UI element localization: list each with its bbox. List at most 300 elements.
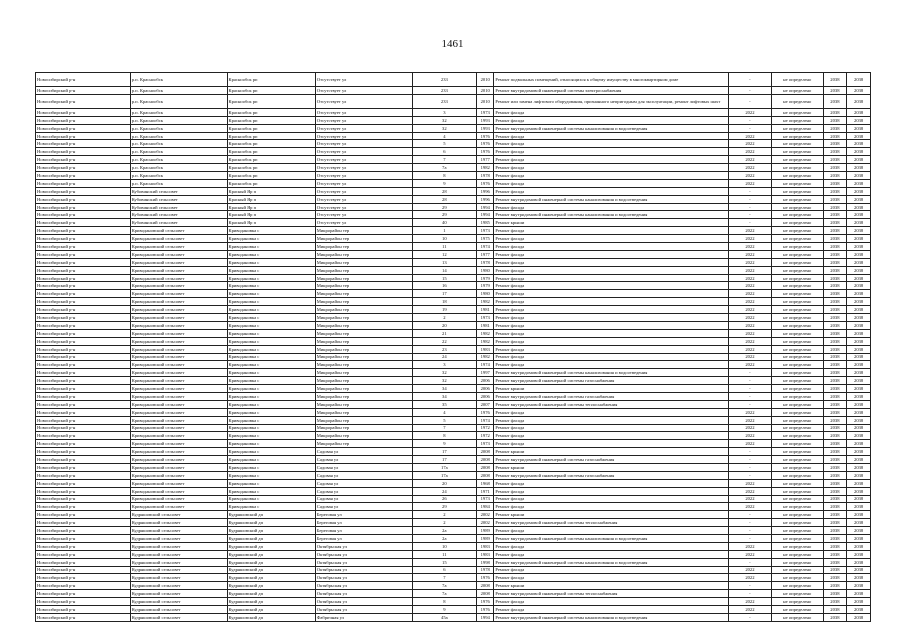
- house-cell: 16: [412, 282, 477, 290]
- street-cell: Микрорайон тер: [315, 306, 412, 314]
- work-type-cell: Ремонт крыши: [494, 463, 729, 471]
- settlement-cell: Кудряшовский сельсовет: [130, 606, 227, 614]
- year-cell: 1976: [477, 408, 494, 416]
- table-row: [36, 116, 871, 124]
- planned-year-cell: 2022: [728, 503, 771, 511]
- district-cell: Новосибирский р-н: [36, 164, 131, 172]
- year-cell: 1979: [477, 282, 494, 290]
- district-cell: Новосибирский р-н: [36, 456, 131, 464]
- street-cell: Микрорайон тер: [315, 235, 412, 243]
- locality-cell: Криводановка с: [227, 487, 315, 495]
- work-type-cell: Ремонт фасада: [494, 337, 729, 345]
- district-cell: Новосибирский р-н: [36, 87, 131, 95]
- work-type-cell: Ремонт фасада: [494, 203, 729, 211]
- work-type-cell: Ремонт внутридомовой инженерной системы канализования и водоотведения: [494, 195, 729, 203]
- house-cell: 8: [412, 432, 477, 440]
- year-cell: 1973: [477, 440, 494, 448]
- work-type-cell: Ремонт фасада: [494, 235, 729, 243]
- period-end-cell: 2038: [847, 606, 871, 614]
- status-cell: не определено: [771, 377, 823, 385]
- status-cell: не определено: [771, 345, 823, 353]
- work-type-cell: Ремонт фасада: [494, 487, 729, 495]
- locality-cell: Криводановка с: [227, 385, 315, 393]
- work-type-cell: Ремонт фасада: [494, 266, 729, 274]
- house-cell: 5: [412, 140, 477, 148]
- year-cell: 1980: [477, 290, 494, 298]
- table-row: [36, 132, 871, 140]
- planned-year-cell: -: [728, 558, 771, 566]
- period-start-cell: 2038: [823, 424, 847, 432]
- street-cell: Отсутствует ул: [315, 203, 412, 211]
- status-cell: не определено: [771, 471, 823, 479]
- settlement-cell: Кудряшовский сельсовет: [130, 542, 227, 550]
- district-cell: Новосибирский р-н: [36, 574, 131, 582]
- planned-year-cell: -: [728, 400, 771, 408]
- period-end-cell: 2038: [847, 73, 871, 87]
- year-cell: 1974: [477, 416, 494, 424]
- locality-cell: Краснообск рп: [227, 94, 315, 108]
- house-cell: 2а: [412, 527, 477, 535]
- work-type-cell: Ремонт внутридомовой инженерной системы канализования и водоотведения: [494, 211, 729, 219]
- settlement-cell: Криводановский сельсовет: [130, 250, 227, 258]
- table-row: [36, 606, 871, 614]
- period-end-cell: 2038: [847, 400, 871, 408]
- work-type-cell: Ремонт фасада: [494, 527, 729, 535]
- work-type-cell: Ремонт фасада: [494, 227, 729, 235]
- period-start-cell: 2038: [823, 290, 847, 298]
- period-start-cell: 2038: [823, 416, 847, 424]
- street-cell: Береговая ул: [315, 511, 412, 519]
- street-cell: Микрорайон тер: [315, 424, 412, 432]
- year-cell: 1993: [477, 124, 494, 132]
- locality-cell: Криводановка с: [227, 424, 315, 432]
- table-row: [36, 361, 871, 369]
- district-cell: Новосибирский р-н: [36, 148, 131, 156]
- locality-cell: Краснообск рп: [227, 124, 315, 132]
- locality-cell: Криводановка с: [227, 432, 315, 440]
- street-cell: Береговая ул: [315, 534, 412, 542]
- status-cell: не определено: [771, 534, 823, 542]
- locality-cell: Криводановка с: [227, 369, 315, 377]
- district-cell: Новосибирский р-н: [36, 527, 131, 535]
- street-cell: Садовая ул: [315, 479, 412, 487]
- planned-year-cell: -: [728, 377, 771, 385]
- district-cell: Новосибирский р-н: [36, 298, 131, 306]
- table-row: [36, 511, 871, 519]
- period-end-cell: 2038: [847, 361, 871, 369]
- status-cell: не определено: [771, 519, 823, 527]
- status-cell: не определено: [771, 503, 823, 511]
- house-cell: 40: [412, 219, 477, 227]
- house-cell: 233: [412, 73, 477, 87]
- period-end-cell: 2038: [847, 187, 871, 195]
- house-cell: 233: [412, 87, 477, 95]
- district-cell: Новосибирский р-н: [36, 416, 131, 424]
- street-cell: Октябрьская ул: [315, 550, 412, 558]
- planned-year-cell: 2022: [728, 258, 771, 266]
- house-cell: 32: [412, 369, 477, 377]
- street-cell: Микрорайон тер: [315, 353, 412, 361]
- district-cell: Новосибирский р-н: [36, 613, 131, 621]
- house-cell: 19: [412, 306, 477, 314]
- street-cell: Микрорайон тер: [315, 440, 412, 448]
- street-cell: Отсутствует ул: [315, 124, 412, 132]
- table-row: [36, 156, 871, 164]
- period-start-cell: 2038: [823, 235, 847, 243]
- locality-cell: Красный Яр п: [227, 219, 315, 227]
- period-end-cell: 2038: [847, 479, 871, 487]
- period-end-cell: 2038: [847, 582, 871, 590]
- district-cell: Новосибирский р-н: [36, 534, 131, 542]
- year-cell: 1983: [477, 542, 494, 550]
- table-row: [36, 456, 871, 464]
- settlement-cell: Кудряшовский сельсовет: [130, 519, 227, 527]
- district-cell: Новосибирский р-н: [36, 195, 131, 203]
- table-row: [36, 503, 871, 511]
- street-cell: Октябрьская ул: [315, 574, 412, 582]
- period-end-cell: 2038: [847, 503, 871, 511]
- planned-year-cell: 2022: [728, 148, 771, 156]
- district-cell: Новосибирский р-н: [36, 116, 131, 124]
- locality-cell: Криводановка с: [227, 353, 315, 361]
- settlement-cell: р.п. Краснообск: [130, 132, 227, 140]
- year-cell: 2010: [477, 87, 494, 95]
- locality-cell: Криводановка с: [227, 243, 315, 251]
- district-cell: Новосибирский р-н: [36, 108, 131, 116]
- district-cell: Новосибирский р-н: [36, 337, 131, 345]
- planned-year-cell: -: [728, 124, 771, 132]
- house-cell: 233: [412, 94, 477, 108]
- street-cell: Отсутствует ул: [315, 179, 412, 187]
- year-cell: 1976: [477, 179, 494, 187]
- house-cell: 2: [412, 314, 477, 322]
- locality-cell: Криводановка с: [227, 329, 315, 337]
- settlement-cell: Криводановский сельсовет: [130, 432, 227, 440]
- settlement-cell: р.п. Краснообск: [130, 179, 227, 187]
- work-type-cell: Ремонт фасада: [494, 345, 729, 353]
- period-end-cell: 2038: [847, 534, 871, 542]
- period-start-cell: 2038: [823, 353, 847, 361]
- period-end-cell: 2038: [847, 377, 871, 385]
- period-end-cell: 2038: [847, 392, 871, 400]
- table-row: [36, 495, 871, 503]
- status-cell: не определено: [771, 243, 823, 251]
- locality-cell: Кудряшовский дп: [227, 519, 315, 527]
- house-cell: 24: [412, 487, 477, 495]
- work-type-cell: Ремонт фасада: [494, 156, 729, 164]
- period-end-cell: 2038: [847, 195, 871, 203]
- table-row: [36, 416, 871, 424]
- settlement-cell: Криводановский сельсовет: [130, 243, 227, 251]
- house-cell: 7: [412, 156, 477, 164]
- period-start-cell: 2038: [823, 550, 847, 558]
- status-cell: не определено: [771, 124, 823, 132]
- period-start-cell: 2038: [823, 369, 847, 377]
- year-cell: 2006: [477, 377, 494, 385]
- year-cell: 1982: [477, 164, 494, 172]
- district-cell: Новосибирский р-н: [36, 408, 131, 416]
- house-cell: 18: [412, 298, 477, 306]
- locality-cell: Криводановка с: [227, 290, 315, 298]
- house-cell: 2а: [412, 534, 477, 542]
- year-cell: 1982: [477, 353, 494, 361]
- house-cell: 45а: [412, 613, 477, 621]
- period-end-cell: 2038: [847, 527, 871, 535]
- locality-cell: Криводановка с: [227, 361, 315, 369]
- locality-cell: Краснообск рп: [227, 116, 315, 124]
- table-row: [36, 108, 871, 116]
- settlement-cell: Кудряшовский сельсовет: [130, 527, 227, 535]
- period-end-cell: 2038: [847, 94, 871, 108]
- settlement-cell: Криводановский сельсовет: [130, 282, 227, 290]
- district-cell: Новосибирский р-н: [36, 353, 131, 361]
- period-end-cell: 2038: [847, 511, 871, 519]
- year-cell: 2010: [477, 73, 494, 87]
- period-start-cell: 2038: [823, 534, 847, 542]
- locality-cell: Криводановка с: [227, 235, 315, 243]
- locality-cell: Кудряшовский дп: [227, 598, 315, 606]
- district-cell: Новосибирский р-н: [36, 385, 131, 393]
- district-cell: Новосибирский р-н: [36, 235, 131, 243]
- planned-year-cell: 2022: [728, 495, 771, 503]
- work-type-cell: Ремонт фасада: [494, 432, 729, 440]
- street-cell: Отсутствует ул: [315, 108, 412, 116]
- settlement-cell: Криводановский сельсовет: [130, 290, 227, 298]
- period-start-cell: 2038: [823, 274, 847, 282]
- locality-cell: Кудряшовский дп: [227, 566, 315, 574]
- year-cell: 1996: [477, 195, 494, 203]
- year-cell: 2008: [477, 582, 494, 590]
- street-cell: Отсутствует ул: [315, 172, 412, 180]
- house-cell: 7: [412, 574, 477, 582]
- settlement-cell: Криводановский сельсовет: [130, 385, 227, 393]
- planned-year-cell: 2022: [728, 329, 771, 337]
- locality-cell: Кудряшовский дп: [227, 511, 315, 519]
- planned-year-cell: 2022: [728, 140, 771, 148]
- work-type-cell: Ремонт фасада: [494, 290, 729, 298]
- status-cell: не определено: [771, 132, 823, 140]
- locality-cell: Криводановка с: [227, 463, 315, 471]
- locality-cell: Красный Яр п: [227, 195, 315, 203]
- status-cell: не определено: [771, 87, 823, 95]
- status-cell: не определено: [771, 172, 823, 180]
- table-row: [36, 298, 871, 306]
- work-type-cell: Ремонт внутридомовой инженерной системы теплоснабжения: [494, 400, 729, 408]
- period-start-cell: 2038: [823, 574, 847, 582]
- period-start-cell: 2038: [823, 598, 847, 606]
- house-cell: 17: [412, 290, 477, 298]
- period-start-cell: 2038: [823, 116, 847, 124]
- status-cell: не определено: [771, 416, 823, 424]
- status-cell: не определено: [771, 266, 823, 274]
- table-row: [36, 369, 871, 377]
- period-end-cell: 2038: [847, 519, 871, 527]
- table-row: [36, 566, 871, 574]
- district-cell: Новосибирский р-н: [36, 140, 131, 148]
- district-cell: Новосибирский р-н: [36, 582, 131, 590]
- table-row: [36, 542, 871, 550]
- period-end-cell: 2038: [847, 227, 871, 235]
- period-start-cell: 2038: [823, 613, 847, 621]
- settlement-cell: Криводановский сельсовет: [130, 306, 227, 314]
- period-end-cell: 2038: [847, 250, 871, 258]
- street-cell: Микрорайон тер: [315, 377, 412, 385]
- planned-year-cell: -: [728, 369, 771, 377]
- year-cell: 1978: [477, 172, 494, 180]
- period-end-cell: 2038: [847, 471, 871, 479]
- work-type-cell: Ремонт фасада: [494, 148, 729, 156]
- period-end-cell: 2038: [847, 140, 871, 148]
- work-type-cell: Ремонт внутридомовой инженерной системы электроснабжения: [494, 87, 729, 95]
- locality-cell: Криводановка с: [227, 306, 315, 314]
- period-end-cell: 2038: [847, 345, 871, 353]
- year-cell: 1971: [477, 487, 494, 495]
- year-cell: 1974: [477, 361, 494, 369]
- year-cell: 1981: [477, 306, 494, 314]
- settlement-cell: Криводановский сельсовет: [130, 448, 227, 456]
- period-start-cell: 2038: [823, 590, 847, 598]
- table-row: [36, 534, 871, 542]
- house-cell: 21: [412, 329, 477, 337]
- house-cell: 34: [412, 392, 477, 400]
- house-cell: 34: [412, 385, 477, 393]
- house-cell: 9: [412, 606, 477, 614]
- locality-cell: Криводановка с: [227, 282, 315, 290]
- house-cell: 7: [412, 424, 477, 432]
- street-cell: Микрорайон тер: [315, 227, 412, 235]
- year-cell: 1973: [477, 227, 494, 235]
- district-cell: Новосибирский р-н: [36, 227, 131, 235]
- period-end-cell: 2038: [847, 282, 871, 290]
- locality-cell: Кудряшовский дп: [227, 582, 315, 590]
- period-end-cell: 2038: [847, 385, 871, 393]
- street-cell: Микрорайон тер: [315, 290, 412, 298]
- year-cell: 1984: [477, 503, 494, 511]
- settlement-cell: Криводановский сельсовет: [130, 329, 227, 337]
- year-cell: 2008: [477, 463, 494, 471]
- table-row: [36, 124, 871, 132]
- planned-year-cell: 2022: [728, 353, 771, 361]
- house-cell: 7а: [412, 164, 477, 172]
- settlement-cell: р.п. Краснообск: [130, 116, 227, 124]
- work-type-cell: Ремонт фасада: [494, 353, 729, 361]
- locality-cell: Криводановка с: [227, 448, 315, 456]
- period-start-cell: 2038: [823, 132, 847, 140]
- street-cell: Октябрьская ул: [315, 558, 412, 566]
- street-cell: Береговая ул: [315, 527, 412, 535]
- settlement-cell: Кудряшовский сельсовет: [130, 598, 227, 606]
- street-cell: Октябрьская ул: [315, 542, 412, 550]
- year-cell: 1977: [477, 250, 494, 258]
- period-end-cell: 2038: [847, 495, 871, 503]
- work-type-cell: Ремонт фасада: [494, 298, 729, 306]
- planned-year-cell: -: [728, 211, 771, 219]
- locality-cell: Краснообск рп: [227, 179, 315, 187]
- year-cell: 1993: [477, 116, 494, 124]
- table-row: [36, 479, 871, 487]
- table-row: [36, 598, 871, 606]
- settlement-cell: Криводановский сельсовет: [130, 227, 227, 235]
- status-cell: не определено: [771, 424, 823, 432]
- period-start-cell: 2038: [823, 306, 847, 314]
- period-start-cell: 2038: [823, 124, 847, 132]
- table-row: [36, 392, 871, 400]
- table-row: [36, 574, 871, 582]
- period-start-cell: 2038: [823, 448, 847, 456]
- house-cell: 35: [412, 400, 477, 408]
- period-end-cell: 2038: [847, 369, 871, 377]
- table-row: [36, 266, 871, 274]
- street-cell: Микрорайон тер: [315, 314, 412, 322]
- district-cell: Новосибирский р-н: [36, 203, 131, 211]
- district-cell: Новосибирский р-н: [36, 321, 131, 329]
- period-end-cell: 2038: [847, 290, 871, 298]
- street-cell: Отсутствует ул: [315, 219, 412, 227]
- period-end-cell: 2038: [847, 337, 871, 345]
- settlement-cell: Криводановский сельсовет: [130, 258, 227, 266]
- planned-year-cell: 2022: [728, 156, 771, 164]
- locality-cell: Криводановка с: [227, 495, 315, 503]
- planned-year-cell: 2022: [728, 179, 771, 187]
- locality-cell: Криводановка с: [227, 345, 315, 353]
- street-cell: Микрорайон тер: [315, 392, 412, 400]
- settlement-cell: Криводановский сельсовет: [130, 314, 227, 322]
- period-start-cell: 2038: [823, 73, 847, 87]
- locality-cell: Кудряшовский дп: [227, 542, 315, 550]
- house-cell: 8: [412, 598, 477, 606]
- locality-cell: Криводановка с: [227, 408, 315, 416]
- period-start-cell: 2038: [823, 432, 847, 440]
- planned-year-cell: 2022: [728, 487, 771, 495]
- table-row: [36, 73, 871, 87]
- period-start-cell: 2038: [823, 87, 847, 95]
- work-type-cell: Ремонт фасада: [494, 140, 729, 148]
- planned-year-cell: 2022: [728, 408, 771, 416]
- planned-year-cell: 2022: [728, 337, 771, 345]
- district-cell: Новосибирский р-н: [36, 211, 131, 219]
- street-cell: Отсутствует ул: [315, 211, 412, 219]
- status-cell: не определено: [771, 487, 823, 495]
- status-cell: не определено: [771, 558, 823, 566]
- year-cell: 1977: [477, 156, 494, 164]
- period-start-cell: 2038: [823, 527, 847, 535]
- period-start-cell: 2038: [823, 266, 847, 274]
- street-cell: Микрорайон тер: [315, 400, 412, 408]
- year-cell: 2008: [477, 471, 494, 479]
- table-row: [36, 187, 871, 195]
- locality-cell: Криводановка с: [227, 503, 315, 511]
- street-cell: Садовая ул: [315, 495, 412, 503]
- period-end-cell: 2038: [847, 266, 871, 274]
- status-cell: не определено: [771, 582, 823, 590]
- table-body: [36, 73, 871, 622]
- planned-year-cell: 2022: [728, 227, 771, 235]
- work-type-cell: Ремонт фасада: [494, 606, 729, 614]
- table-row: [36, 227, 871, 235]
- settlement-cell: Криводановский сельсовет: [130, 487, 227, 495]
- period-start-cell: 2038: [823, 298, 847, 306]
- district-cell: Новосибирский р-н: [36, 266, 131, 274]
- year-cell: 1976: [477, 574, 494, 582]
- district-cell: Новосибирский р-н: [36, 369, 131, 377]
- street-cell: Фабричная ул: [315, 613, 412, 621]
- locality-cell: Криводановка с: [227, 392, 315, 400]
- table-row: [36, 314, 871, 322]
- locality-cell: Криводановка с: [227, 416, 315, 424]
- settlement-cell: р.п. Краснообск: [130, 156, 227, 164]
- street-cell: Садовая ул: [315, 456, 412, 464]
- planned-year-cell: 2022: [728, 250, 771, 258]
